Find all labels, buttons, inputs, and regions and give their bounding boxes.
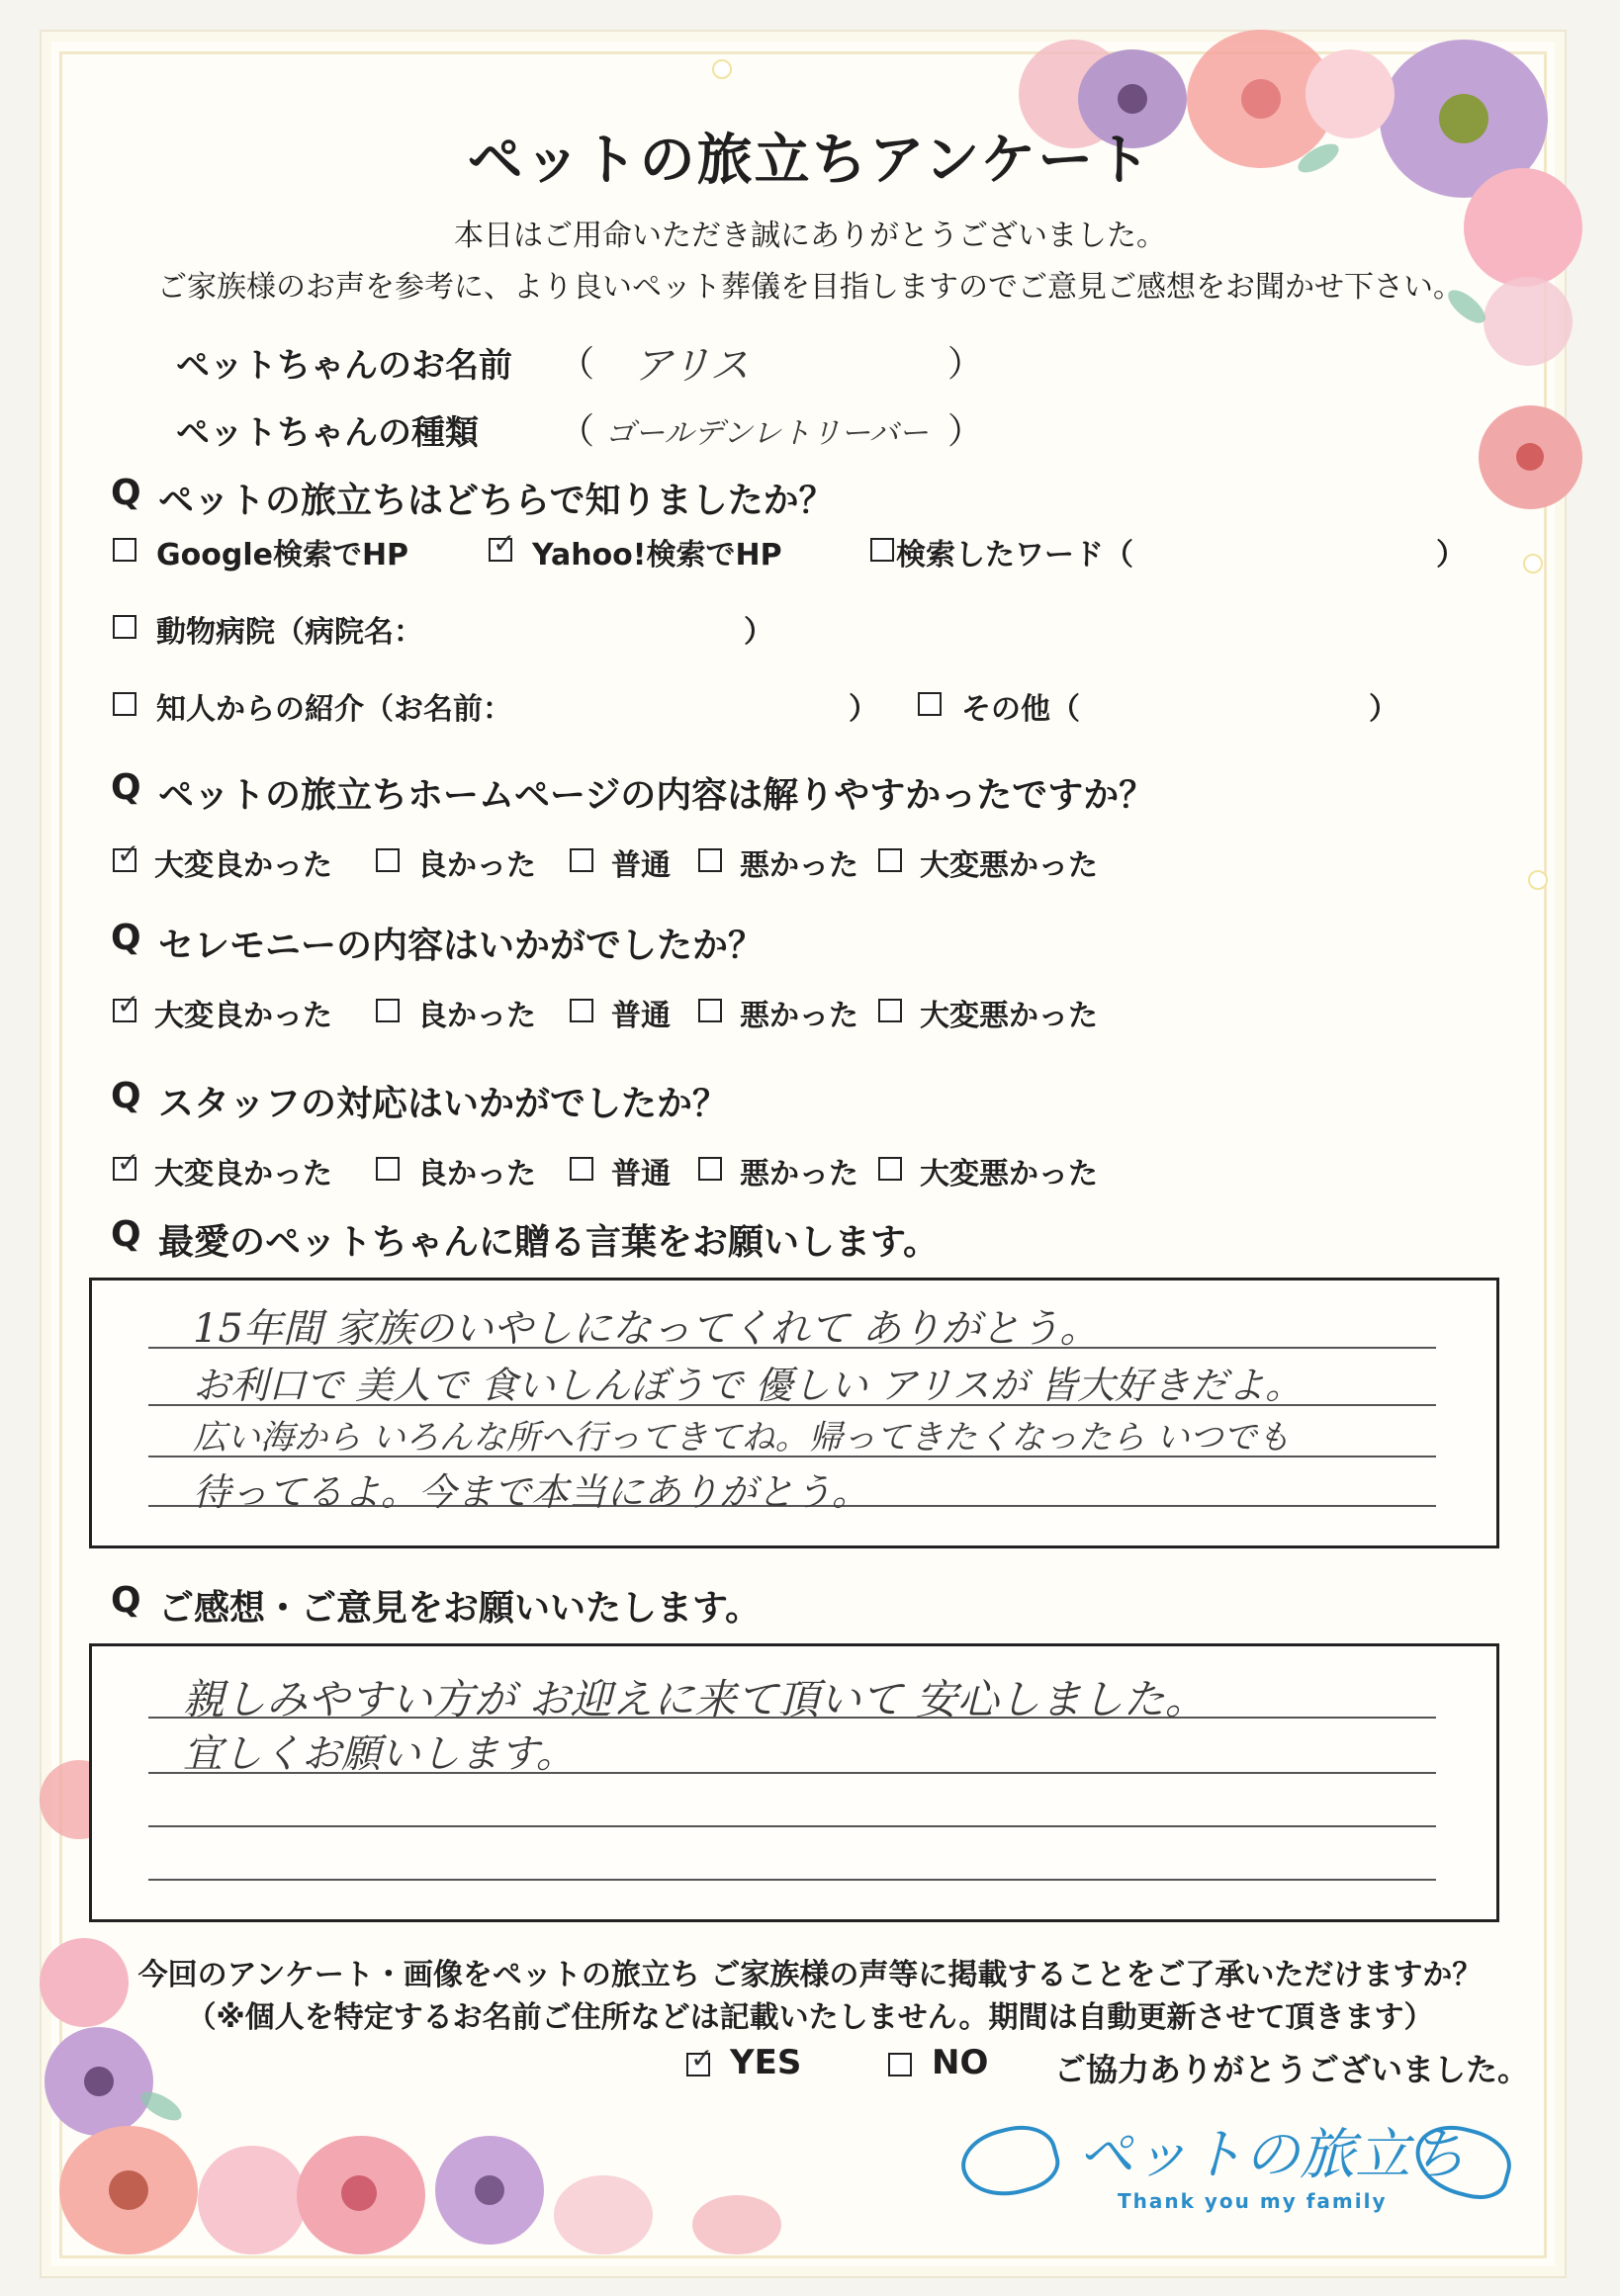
checkbox-yes[interactable] [686, 2042, 714, 2076]
paren-close: ） [947, 411, 984, 452]
flower-decoration [692, 2195, 781, 2254]
rating-label: 良かった [417, 1157, 536, 1192]
checkbox-yahoo[interactable] [489, 527, 516, 562]
rating-label: 大変悪かった [920, 999, 1098, 1033]
flower-decoration [198, 2146, 307, 2254]
paren-close: ） [1436, 538, 1466, 573]
paren-close: ） [1369, 692, 1398, 727]
handwritten-line: 宜しくお願いします。 [183, 1731, 576, 1777]
checkbox-rating[interactable] [376, 1157, 400, 1181]
checkbox-no[interactable] [888, 2053, 912, 2076]
checkbox-google[interactable] [113, 538, 136, 562]
flower-decoration [297, 2136, 425, 2254]
handwritten-line: お利口で 美人で 食いしんぼうで 優しい アリスが 皆大好きだよ。 [193, 1364, 1304, 1407]
option-referral: 知人からの紹介（お名前： [156, 692, 512, 727]
question-prefix: Q [111, 918, 141, 958]
checkbox-rating[interactable] [878, 848, 902, 872]
checkbox-rating[interactable] [698, 848, 722, 872]
logo-name: ペットの旅立ち [1078, 2123, 1466, 2187]
pet-type-value[interactable]: ゴールデンレトリーバー [605, 416, 929, 451]
pet-name-label: ペットちゃんのお名前 [176, 346, 512, 386]
pet-name-value[interactable]: アリス [633, 343, 750, 389]
flower-decoration [435, 2136, 544, 2245]
check-mark-icon: ✓ [690, 2042, 714, 2075]
rating-label: 普通 [611, 999, 671, 1033]
logo-tagline: Thank you my family [1118, 2189, 1388, 2213]
paren-open: （ [559, 411, 595, 452]
consent-note: （※個人を特定するお名前ご住所などは記載いたしません。期間は自動更新させて頂きます） [186, 2000, 1434, 2035]
checkbox-rating[interactable] [113, 838, 140, 872]
handwritten-line: 親しみやすい方が お迎えに来て頂いて 安心しました。 [183, 1675, 1207, 1723]
rating-label: 大変悪かった [920, 1157, 1098, 1192]
rating-label: 良かった [417, 999, 536, 1033]
question-6: ご感想・ご意見をお願いいたします。 [158, 1588, 762, 1629]
page-title: ペットの旅立ちアンケート [467, 129, 1153, 193]
check-mark-icon: ✓ [117, 1146, 140, 1179]
rating-label: 普通 [611, 1157, 671, 1192]
rating-label: 悪かった [740, 999, 858, 1033]
question-prefix: Q [111, 1214, 141, 1255]
option-search-word: 検索したワード（ [896, 538, 1133, 573]
checkbox-rating[interactable] [698, 999, 722, 1022]
paren-close: ） [947, 344, 984, 385]
option-yahoo: Yahoo!検索でHP [532, 538, 782, 573]
writing-line [148, 1879, 1436, 1881]
consent-question: 今回のアンケート・画像をペットの旅立ち ご家族様の声等に掲載することをご了承いただけますか？ [137, 1958, 1483, 1992]
question-2: ペットの旅立ちホームページの内容は解りやすかったですか？ [158, 775, 1155, 816]
question-prefix: Q [111, 1076, 141, 1116]
rating-label: 普通 [611, 848, 671, 883]
handwritten-line: 広い海から いろんな所へ行ってきてね。帰ってきたくなったら いつでも [193, 1418, 1291, 1457]
question-1: ペットの旅立ちはどちらで知りましたか？ [158, 481, 835, 521]
checkbox-rating[interactable] [698, 1157, 722, 1181]
rating-label: 大変良かった [154, 1157, 332, 1192]
sparkle-decoration [1523, 554, 1543, 574]
intro-line: 本日はご用命いただき誠にありがとうございました。 [454, 219, 1166, 253]
rating-label: 良かった [417, 848, 536, 883]
rating-label: 大変良かった [154, 848, 332, 883]
writing-line [148, 1825, 1436, 1827]
flower-decoration [1479, 405, 1582, 509]
checkbox-rating[interactable] [376, 848, 400, 872]
paren-close: ） [744, 615, 773, 650]
question-prefix: Q [111, 767, 141, 808]
sparkle-decoration [1528, 870, 1548, 890]
rating-label: 悪かった [740, 848, 858, 883]
question-prefix: Q [111, 473, 141, 513]
checkbox-rating[interactable] [878, 1157, 902, 1181]
rating-label: 大変悪かった [920, 848, 1098, 883]
no-label: NO [932, 2043, 989, 2082]
flower-decoration [45, 2027, 153, 2136]
sparkle-decoration [712, 59, 732, 79]
flower-decoration [59, 2126, 198, 2254]
checkbox-rating[interactable] [113, 988, 140, 1022]
checkbox-rating[interactable] [570, 1157, 593, 1181]
option-google: Google検索でHP [156, 538, 409, 573]
checkbox-rating[interactable] [570, 999, 593, 1022]
check-mark-icon: ✓ [493, 527, 516, 560]
flower-decoration [554, 2175, 653, 2254]
check-mark-icon: ✓ [117, 838, 140, 870]
checkbox-rating[interactable] [570, 848, 593, 872]
thanks-text: ご協力ありがとうございました。 [1054, 2051, 1530, 2088]
checkbox-rating[interactable] [878, 999, 902, 1022]
checkbox-vet[interactable] [113, 615, 136, 639]
option-other: その他（ [961, 692, 1080, 727]
checkbox-other[interactable] [918, 692, 942, 716]
pet-type-label: ペットちゃんの種類 [176, 413, 479, 453]
checkbox-referral[interactable] [113, 692, 136, 716]
check-mark-icon: ✓ [117, 988, 140, 1020]
question-4: スタッフの対応はいかがでしたか？ [158, 1084, 729, 1124]
checkbox-search-word[interactable] [870, 538, 894, 562]
question-5: 最愛のペットちゃんに贈る言葉をお願いします。 [158, 1222, 940, 1263]
checkbox-rating[interactable] [113, 1146, 140, 1181]
rating-label: 悪かった [740, 1157, 858, 1192]
paren-close: ） [849, 692, 878, 727]
intro-line: ご家族様のお声を参考に、より良いペット葬儀を目指しますのでご意見ご感想をお聞かせ下さい。 [157, 270, 1463, 305]
paren-open: （ [559, 344, 595, 385]
question-3: セレモニーの内容はいかがでしたか？ [158, 926, 765, 966]
option-vet: 動物病院（病院名： [156, 615, 423, 650]
handwritten-line: 15年間 家族のいやしになってくれて ありがとう。 [193, 1306, 1100, 1352]
yes-label: YES [730, 2043, 802, 2082]
handwritten-line: 待ってるよ。今まで本当にありがとう。 [193, 1470, 870, 1514]
checkbox-rating[interactable] [376, 999, 400, 1022]
rating-label: 大変良かった [154, 999, 332, 1033]
question-prefix: Q [111, 1580, 141, 1621]
